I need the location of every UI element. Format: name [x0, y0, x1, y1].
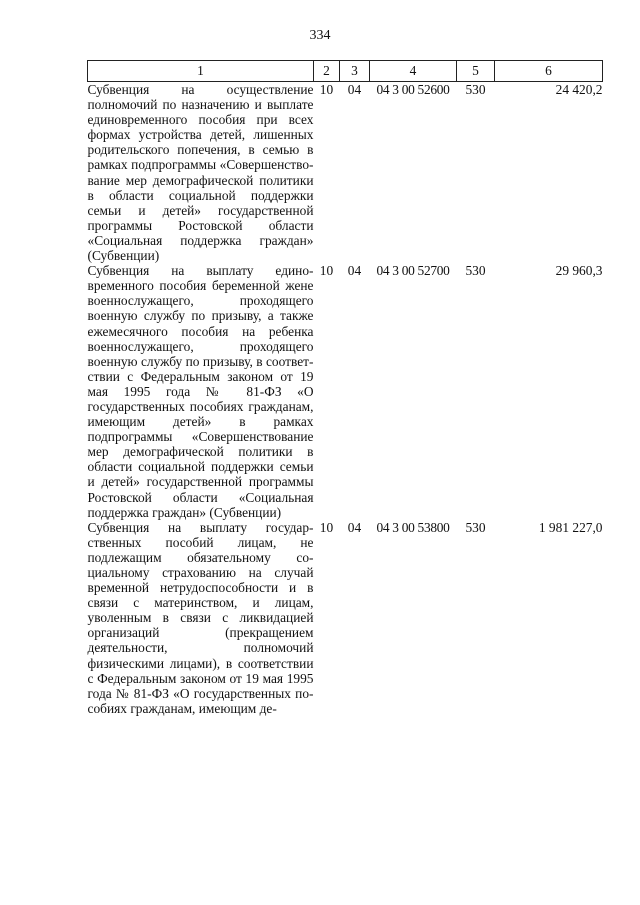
budget-table [87, 60, 603, 716]
row-expense-type: 530 [465, 82, 486, 97]
page-number: 334 [309, 28, 331, 43]
row-section: 10 [319, 263, 334, 279]
row-description: Субвенция на выплату единовременного пособия беременной жене военнослужащего, проходящего военную службу по призыву, а также ежемесячного пособия на ребенка военнослужащего, проходящего военную службу по призыву, в соответствии с Федеральным законом от 19 мая 1995 года № 81-ФЗ «О государственных пособиях гражданам, имеющим детей» в рамках подпрограммы «Совершенствование мер демографической политики в области социальной поддержки семьи и детей» государственной программы Ростовской области «Социальная поддержка граждан» (Субвенции) [87, 263, 314, 520]
row-section: 10 [319, 519, 334, 535]
row-subsection: 04 [347, 82, 362, 97]
row-target-code: 04 3 00 52700 [376, 263, 450, 279]
row-target-code: 04 3 00 53800 [376, 519, 450, 535]
header-col-4: 4 [370, 61, 457, 82]
header-row [88, 61, 603, 82]
row-section: 10 [319, 82, 334, 97]
row-description: Субвенция на выплату государственных пособий лицам, не подлежащим обязательному социальному страхованию на случай временной нетрудоспособности и в связи с материнством, и лицам, уволенным в связи с ликвидацией организаций (прекращением деятельности, полномочий физическими лицами), в соответствии с Федеральным законом от 19 мая 1995 года № 81-ФЗ «О государственных пособиях гражданам, имеющим де- [87, 519, 314, 716]
row-amount: 24 420,2 [555, 82, 603, 97]
row-amount: 29 960,3 [555, 263, 603, 279]
row-description: Субвенция на осуществление полномочий по назначению и выплате единовременного пособия при всех формах устройства детей, лишенных родительского попечения, в семью в рамках подпрограммы «Совершенствование мер демографической политики в области социальной поддержки семьи и детей» государственной программы Ростовской области «Социальная поддержка граждан» (Субвенции) [87, 82, 314, 264]
row-subsection: 04 [347, 519, 362, 535]
row-expense-type: 530 [465, 263, 486, 279]
table-row [88, 82, 603, 264]
header-col-1: 1 [88, 61, 314, 82]
row-target-code: 04 3 00 52600 [376, 82, 450, 97]
table-row [88, 520, 603, 716]
header-col-3: 3 [340, 61, 370, 82]
header-col-2: 2 [314, 61, 340, 82]
table-row [88, 263, 603, 520]
row-subsection: 04 [347, 263, 362, 279]
header-col-5: 5 [457, 61, 495, 82]
header-col-6: 6 [495, 61, 603, 82]
row-expense-type: 530 [465, 519, 486, 535]
row-amount: 1 981 227,0 [538, 519, 603, 535]
